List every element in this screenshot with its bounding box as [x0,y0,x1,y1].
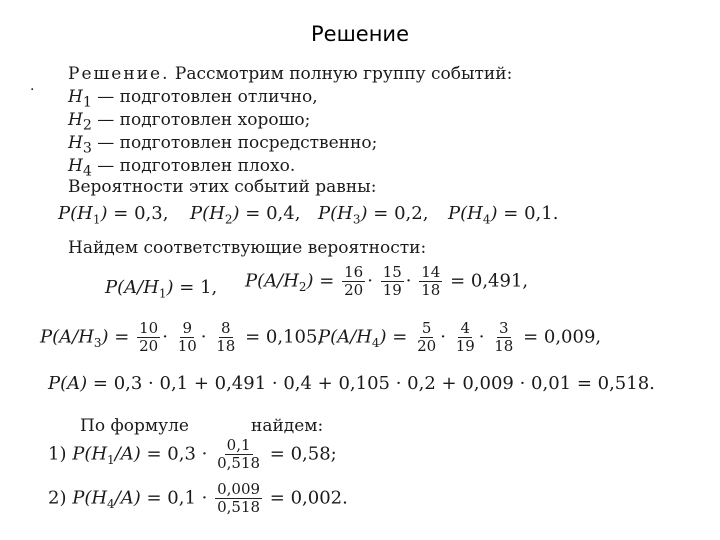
fraction [176,320,199,355]
hypothesis-index: 3 [82,140,92,157]
hypothesis-symbol: H [68,156,83,176]
fraction [415,320,438,355]
fraction-numerator: 8 [221,319,231,337]
formula-pre: По формуле [80,416,189,436]
fraction-denominator: 19 [382,281,402,299]
fraction-denominator: 20 [344,281,364,299]
fraction-denominator: 20 [417,337,437,355]
conditional-prob-3: $P(A/H_3)$ = $\frac{10}{20}$ · $\frac{9}{10}$ · $\frac{8}{18}$ = 0,105, [40,319,324,355]
hypothesis-index: 4 [82,163,92,180]
fraction-numerator: 5 [421,319,432,337]
fraction-numerator: 10 [139,319,159,337]
hypothesis-index: 1 [82,94,92,111]
prior-probability-4: $P(H_4) = 0,1$. [448,203,559,227]
bayes-index: 1 [107,453,115,468]
equals-sign: = [319,270,335,292]
bayes-prefix: = 0,1 · [146,487,208,509]
bullet-mark: · [30,82,35,98]
prior-probability-3: $P(H_3) = 0,2$, [318,203,429,227]
prior-index: 4 [482,212,491,227]
hypothesis-symbol: H [68,87,83,107]
fraction-denominator: 0,518 [217,454,261,472]
fraction [381,264,404,299]
item-number: 1) [48,443,67,465]
fraction-numerator: 4 [460,319,470,337]
hypothesis-text: — подготовлен хорошо; [91,110,311,130]
bayes-result-1: 1) $P(H_1/A) = 0,3$ · $\frac{0,1}{0,518}$ = 0,58; [48,436,337,472]
solution-intro-line [68,64,512,84]
conditional-prob-1: $P(A/H_1) = 1$, [105,277,218,301]
cond-result: = 0,105, [245,326,324,348]
conditional-prob-2: $P(A/H_2)$ = $\frac{16}{20}$ · $\frac{15}{19}$ · $\frac{14}{18}$ = 0,491, [245,263,529,299]
hypothesis-line-2 [68,110,310,133]
fraction-numerator: 9 [182,319,192,337]
bayes-prefix: = 0,3 · [146,443,208,465]
hypothesis-line-4 [68,156,295,179]
solution-intro: Рассмотрим полную группу событий: [169,64,513,84]
equals-sign: = [114,326,130,348]
cond-index: 1 [158,286,167,301]
cond-index: 3 [93,336,102,351]
fraction-numerator: 16 [344,263,364,281]
cond-index: 2 [298,280,307,295]
fraction-denominator: 18 [216,337,236,355]
bayes-index: 4 [107,497,115,512]
prior-value: 0,1. [524,203,559,224]
fraction-numerator: 0,009 [217,480,261,498]
fraction [214,320,237,355]
fraction-denominator: 20 [139,337,159,355]
bayes-result: = 0,58; [269,443,337,465]
fraction-denominator: 10 [177,337,197,355]
prior-probability-1: $P(H_1) = 0,3$, [58,203,169,227]
fraction-denominator: 0,518 [217,498,261,516]
conditional-prob-4: $P(A/H_4)$ = $\frac{5}{20}$ · $\frac{4}{19}$ · $\frac{3}{18}$ = 0,009, [318,319,602,355]
fraction [215,481,262,516]
hypothesis-text: — подготовлен посредственно; [91,133,378,153]
fraction-numerator: 3 [499,319,509,337]
prior-value: 0,4, [266,203,301,224]
hypothesis-line-1 [68,87,318,110]
fraction-denominator: 18 [421,281,441,299]
fraction [342,264,365,299]
fraction [454,320,477,355]
solution-label: Решение. [68,64,170,84]
prior-probability-2: $P(H_2) = 0,4$, [190,203,301,227]
bayes-result-2: 2) $P(H_4/A) = 0,1$ · $\frac{0,009}{0,518}$ = 0,002. [48,480,348,516]
fraction [137,320,160,355]
item-number: 2) [48,487,67,509]
fraction-numerator: 15 [382,263,402,281]
hypothesis-text: — подготовлен отлично, [91,87,318,107]
fraction-denominator: 19 [455,337,475,355]
cond-value: = 1, [179,277,218,298]
total-expression: = 0,3 · 0,1 + 0,491 · 0,4 + 0,105 · 0,2 + 0,009 · 0,01 = 0,518. [92,373,655,394]
fraction-denominator: 18 [494,337,514,355]
cond-index: 4 [371,336,380,351]
conditional-intro: Найдем соответствующие вероятности: [68,238,427,258]
prior-index: 2 [224,212,233,227]
total-probability: P(A) = 0,3 · 0,1 + 0,491 · 0,4 + 0,105 · 0,2 + 0,009 · 0,01 = 0,518. [48,373,655,394]
hypothesis-index: 2 [82,117,92,134]
probabilities-intro: Вероятности этих событий равны: [68,177,377,197]
bayes-result: = 0,002. [269,487,348,509]
cond-result: = 0,491, [450,270,529,292]
fraction-numerator: 0,1 [226,436,251,454]
fraction [492,320,515,355]
prior-value: 0,3, [134,203,169,224]
formula-line [80,416,323,436]
slide-title: Решение [310,22,410,46]
hypothesis-text: — подготовлен плохо. [91,156,296,176]
prior-index: 1 [92,212,101,227]
fraction-numerator: 14 [421,263,441,281]
prior-value: 0,2, [394,203,429,224]
hypothesis-symbol: H [68,133,83,153]
fraction [215,437,262,472]
hypothesis-line-3 [68,133,377,156]
prior-index: 3 [352,212,361,227]
cond-result: = 0,009, [523,326,602,348]
equals-sign: = [392,326,408,348]
hypothesis-symbol: H [68,110,83,130]
formula-post: найдем: [250,416,324,436]
fraction [419,264,442,299]
